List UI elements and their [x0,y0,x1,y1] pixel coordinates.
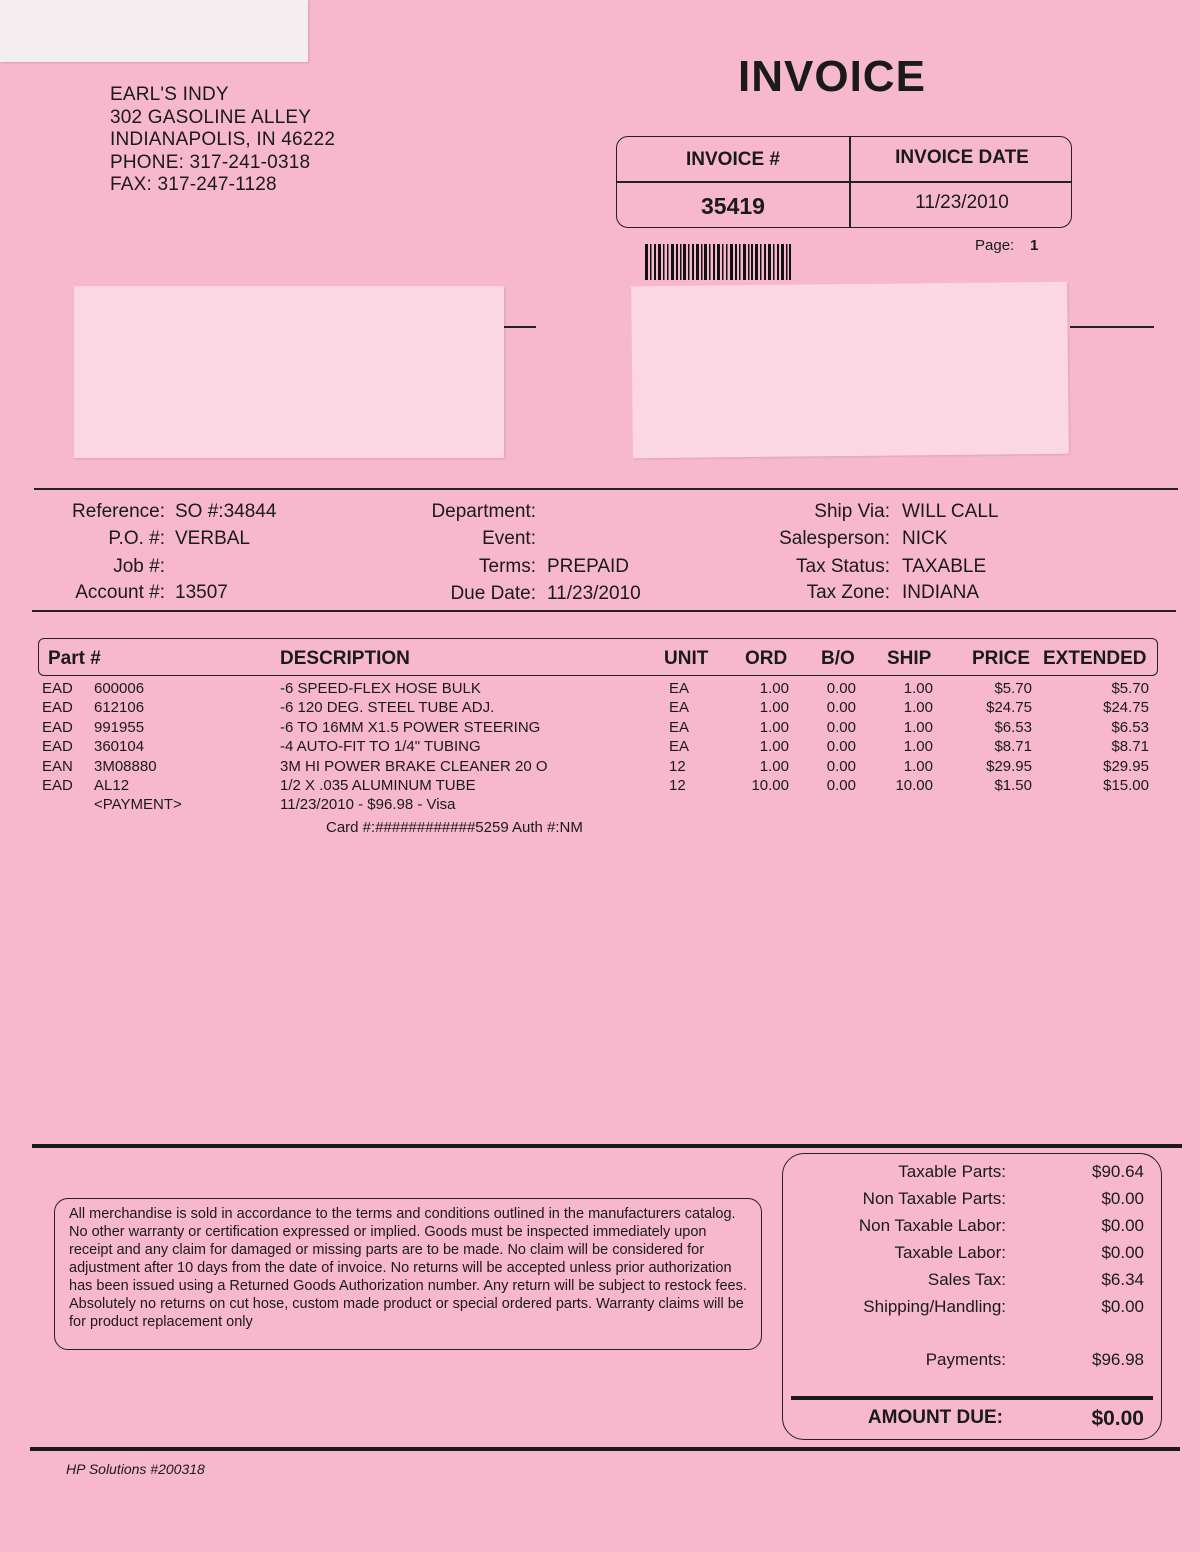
row-price: $24.75 [986,699,1032,716]
row-ship: 1.00 [903,738,933,755]
payment-card: Card #:############5259 Auth #:NM [326,819,583,836]
divider-rule [32,610,1176,612]
terms-text: All merchandise is sold in accordance to the terms and conditions outlined in the manufacturers catalog. No other warranty or certification expressed or implied. Goods must be inspected immediately upon receipt and any claim for damaged or missing parts are to be made. No claim will be considered for adjustment after 10 days from the date of invoice. No returns will be accepted unless prior authorization has been issued using a Returned Goods Authorization number. Any return will be subject to restock fees. Absolutely no returns on cut hose, custom made product or special ordered parts. Warranty claims will be for product replacement only [69,1206,747,1330]
row-ship: 1.00 [903,758,933,775]
payments-value: $96.98 [1092,1350,1144,1369]
invoice-number: 35419 [701,193,765,219]
col-ship: SHIP [887,648,932,669]
company-address-block [110,84,335,197]
row-unit: EA [669,738,690,755]
row-extended: $15.00 [1103,777,1149,794]
tax-zone-value: INDIANA [902,582,980,603]
row-part: AL12 [94,777,130,794]
reference-label: Reference: [72,501,165,522]
row-part: 991955 [94,719,145,736]
po-label: P.O. #: [108,528,165,549]
row-part: 3M08880 [94,758,157,775]
row-ord: 1.00 [759,680,789,697]
payment-detail: 11/23/2010 - $96.98 - Visa [280,796,456,813]
tax-zone-label: Tax Zone: [806,582,890,603]
row-unit: 12 [669,758,686,775]
row-extended: $29.95 [1103,758,1149,775]
row-bo: 0.00 [826,719,856,736]
po-value: VERBAL [175,528,250,549]
invoice-number-date-box [616,136,1072,228]
due-date-value: 11/23/2010 [547,583,641,604]
terms-value: PREPAID [547,556,630,577]
salesperson-label: Salesperson: [779,528,890,549]
col-extended: EXTENDED [1043,648,1147,669]
col-part: Part # [48,648,101,669]
table-row [0,680,1200,700]
row-unit: EA [669,680,690,697]
row-line: EAD [42,719,73,736]
invoice-date: 11/23/2010 [915,192,1009,213]
col-unit: UNIT [664,648,709,669]
non-taxable-parts-value: $0.00 [1101,1189,1144,1208]
row-bo: 0.00 [826,699,856,716]
barcode [645,244,791,280]
bill-to-rule [504,326,536,328]
amount-due-rule [791,1396,1153,1400]
ship-via-value: WILL CALL [902,501,999,522]
row-description: 1/2 X .035 ALUMINUM TUBE [280,777,476,794]
sales-tax-label: Sales Tax: [927,1270,1006,1289]
terms-conditions-box [54,1198,762,1350]
taxable-parts-label: Taxable Parts: [898,1162,1006,1181]
row-price: $1.50 [994,777,1032,794]
row-line: EAD [42,680,73,697]
row-unit: EA [669,699,690,716]
divider-rule [34,488,1178,490]
sales-tax-value: $6.34 [1101,1270,1144,1289]
row-ship: 1.00 [903,699,933,716]
items-table-header [38,638,1158,676]
invoice-date-label: INVOICE DATE [895,147,1029,168]
bill-to-cover-paper [74,286,504,458]
row-extended: $24.75 [1103,699,1149,716]
taxable-parts-value: $90.64 [1092,1162,1144,1181]
row-line: EAN [42,758,73,775]
ship-to-rule [1070,326,1154,328]
shipping-value: $0.00 [1101,1297,1144,1316]
table-row [0,699,1200,719]
invoice-number-label: INVOICE # [686,149,780,170]
row-description: -6 SPEED-FLEX HOSE BULK [280,680,481,697]
amount-due-value: $0.00 [1091,1407,1144,1430]
page-label: Page: [975,237,1015,254]
col-bo: B/O [821,648,855,669]
row-part: 360104 [94,738,145,755]
taxable-labor-label: Taxable Labor: [894,1243,1006,1262]
row-ord: 1.00 [759,738,789,755]
row-extended: $5.70 [1111,680,1149,697]
row-price: $29.95 [986,758,1032,775]
row-line: EAD [42,699,73,716]
amount-due-label: AMOUNT DUE: [867,1407,1003,1428]
non-taxable-parts-label: Non Taxable Parts: [862,1189,1006,1208]
company-fax: FAX: 317-247-1128 [110,174,277,195]
col-price: PRICE [972,648,1031,669]
due-date-label: Due Date: [450,583,536,604]
torn-label-sticker [0,0,308,62]
row-description: -6 120 DEG. STEEL TUBE ADJ. [280,699,495,716]
salesperson-value: NICK [902,528,948,549]
row-description: -4 AUTO-FIT TO 1/4" TUBING [280,738,481,755]
company-phone: PHONE: 317-241-0318 [110,151,311,173]
payments-label: Payments: [925,1350,1006,1369]
row-price: $6.53 [994,719,1032,736]
row-description: -6 TO 16MM X1.5 POWER STEERING [280,719,541,736]
row-line: EAD [42,777,73,794]
table-row [0,738,1200,758]
row-part: 600006 [94,680,145,697]
row-ord: 1.00 [759,699,789,716]
box-divider-horizontal [617,181,1071,183]
page-number: 1 [1030,237,1039,254]
row-bo: 0.00 [826,777,856,794]
account-label: Account #: [75,582,165,603]
row-line: EAD [42,738,73,755]
job-label: Job #: [113,556,165,577]
account-value: 13507 [175,582,228,603]
row-extended: $6.53 [1111,719,1149,736]
document-title: INVOICE [738,52,926,101]
tax-status-label: Tax Status: [796,556,890,577]
divider-rule [32,1144,1182,1148]
row-ord: 1.00 [759,758,789,775]
col-description: DESCRIPTION [280,648,410,669]
row-unit: 12 [669,777,686,794]
ship-to-cover-paper [631,282,1069,459]
row-ord: 10.00 [751,777,789,794]
ship-via-label: Ship Via: [814,501,890,522]
col-ord: ORD [745,648,788,669]
row-ship: 1.00 [903,719,933,736]
payment-label: <PAYMENT> [94,796,182,813]
company-name: EARL'S INDY [110,84,229,105]
row-bo: 0.00 [826,680,856,697]
form-vendor-footer: HP Solutions #200318 [66,1461,205,1477]
reference-value: SO #:34844 [175,501,277,522]
row-description: 3M HI POWER BRAKE CLEANER 20 O [280,758,548,775]
row-ship: 10.00 [895,777,933,794]
row-ship: 1.00 [903,680,933,697]
tax-status-value: TAXABLE [902,556,987,577]
non-taxable-labor-value: $0.00 [1101,1216,1144,1235]
event-label: Event: [482,528,536,549]
row-extended: $8.71 [1111,738,1149,755]
table-row [0,777,1200,797]
row-ord: 1.00 [759,719,789,736]
row-price: $8.71 [994,738,1032,755]
row-bo: 0.00 [826,738,856,755]
row-price: $5.70 [994,680,1032,697]
table-row [0,719,1200,739]
shipping-label: Shipping/Handling: [863,1297,1006,1316]
row-part: 612106 [94,699,145,716]
taxable-labor-value: $0.00 [1101,1243,1144,1262]
company-address-line2: INDIANAPOLIS, IN 46222 [110,129,336,150]
row-unit: EA [669,719,690,736]
divider-rule [30,1447,1180,1451]
company-address-line1: 302 GASOLINE ALLEY [110,106,312,128]
totals-box [782,1153,1162,1440]
terms-label: Terms: [479,556,536,577]
row-bo: 0.00 [826,758,856,775]
table-row [0,758,1200,778]
department-label: Department: [431,501,536,522]
non-taxable-labor-label: Non Taxable Labor: [858,1216,1006,1235]
